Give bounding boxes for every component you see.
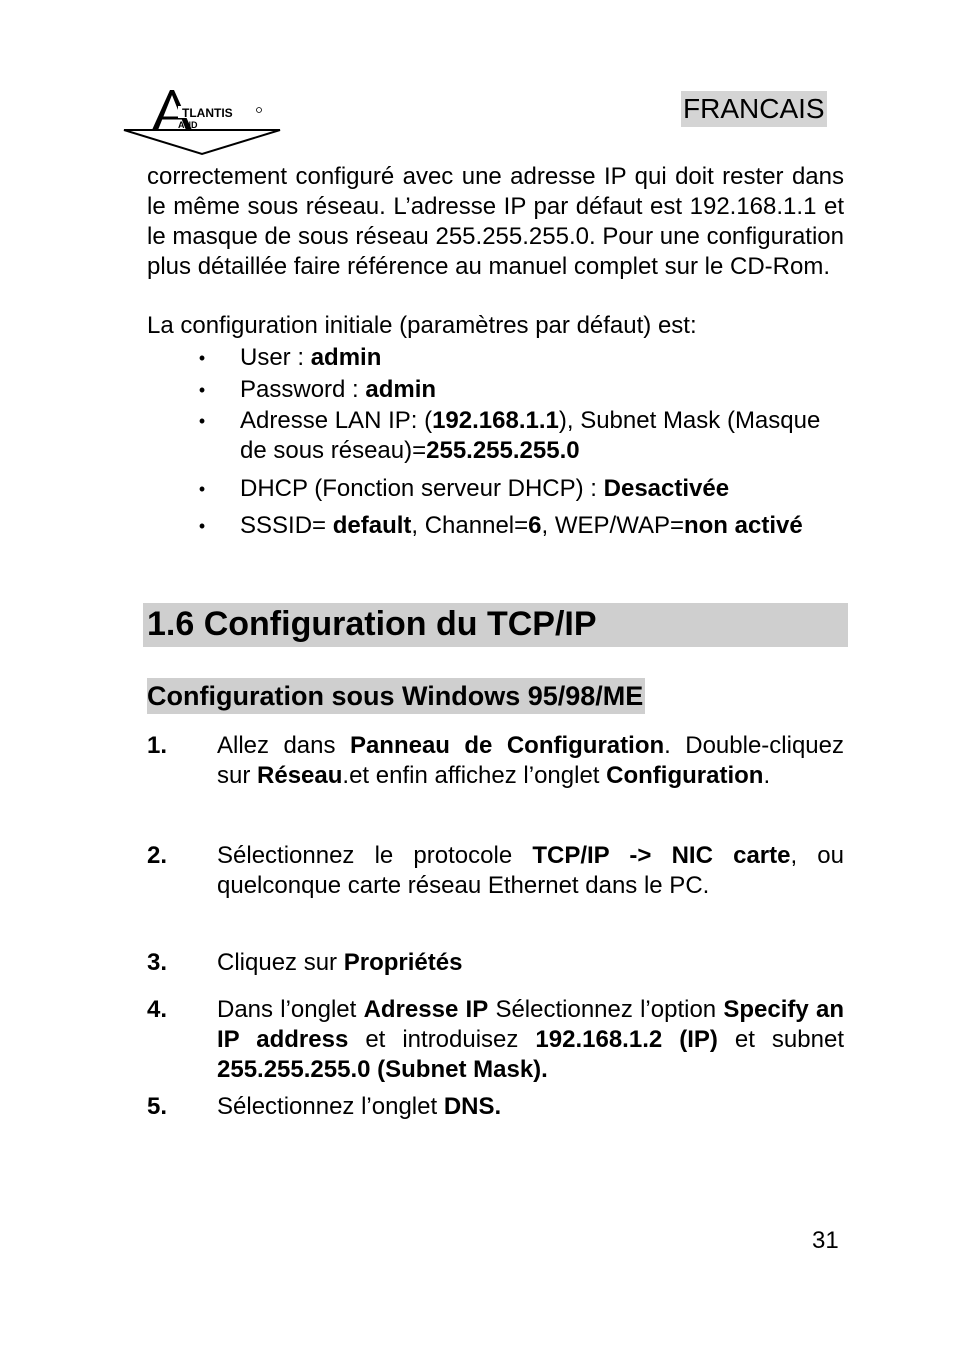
- text-run: Sélectionnez l’onglet: [217, 1093, 444, 1120]
- text-run: Password :: [240, 376, 366, 403]
- text-run: . Double-cliquez sur: [217, 732, 844, 789]
- section-title: 1.6 Configuration du TCP/IP: [147, 605, 597, 643]
- text-run: .: [763, 762, 771, 789]
- bold-text: non activé: [683, 512, 803, 539]
- text-run: et subnet: [717, 1026, 844, 1053]
- bullet-dot: •: [198, 411, 206, 431]
- svg-text:AND: AND: [178, 120, 198, 130]
- text-run: Sélectionnez le protocole: [217, 842, 533, 869]
- intro-paragraph: [147, 162, 844, 282]
- text-run: Cliquez sur: [217, 949, 344, 976]
- bullet-dot: •: [198, 380, 206, 400]
- language-label: FRANCAIS: [681, 91, 827, 127]
- bold-text: 192.168.1.2 (IP): [535, 1026, 718, 1053]
- text-run: .et enfin affichez l’onglet: [342, 762, 607, 789]
- step-text: [217, 1092, 844, 1122]
- bold-text: Specify an IP address: [217, 996, 845, 1053]
- step-text: [217, 731, 844, 791]
- step-number: 2.: [147, 842, 168, 869]
- text-run: DHCP (Fonction serveur DHCP) :: [240, 475, 604, 502]
- bullet-dot: •: [198, 348, 206, 368]
- step-number: 3.: [147, 949, 168, 976]
- step-number: 5.: [147, 1093, 168, 1120]
- list-item: [240, 375, 844, 405]
- defaults-line: La configuration initiale (paramètres par défaut) est:: [147, 312, 697, 339]
- text-run: SSSID=: [240, 512, 333, 539]
- step-text: [217, 841, 844, 901]
- bold-text: TCP/IP -> NIC carte: [532, 842, 791, 869]
- step-number: 4.: [147, 996, 168, 1023]
- text-run: et introduisez: [348, 1026, 536, 1053]
- list-item: [240, 406, 844, 466]
- bullet-dot: •: [198, 479, 206, 499]
- bold-text: 255.255.255.0: [426, 437, 580, 464]
- text-run: , ou quelconque carte réseau Ethernet dans le PC.: [217, 842, 844, 899]
- atlantis-logo: [122, 84, 282, 156]
- bold-text: Configuration: [606, 762, 764, 789]
- bold-text: 255.255.255.0 (Subnet Mask).: [217, 1056, 548, 1083]
- bold-text: Panneau de Configuration: [349, 732, 665, 759]
- step-text: [217, 948, 844, 978]
- page-number: 31: [812, 1227, 839, 1254]
- bold-text: Réseau: [257, 762, 343, 789]
- bold-text: Adresse IP: [363, 996, 489, 1023]
- bold-text: admin: [310, 344, 382, 371]
- list-item: [240, 474, 844, 504]
- text-run: Dans l’onglet: [217, 996, 364, 1023]
- bullet-dot: •: [198, 516, 206, 536]
- bold-text: 6: [528, 512, 542, 539]
- list-item: [240, 511, 844, 541]
- svg-text:TLANTIS: TLANTIS: [182, 106, 233, 120]
- bold-text: default: [332, 512, 412, 539]
- text-run: , WEP/WAP=: [541, 512, 684, 539]
- subsection-title: Configuration sous Windows 95/98/ME: [147, 678, 645, 714]
- text-run: Sélectionnez l’option: [488, 996, 724, 1023]
- bold-text: 192.168.1.1: [432, 407, 559, 434]
- text-run: , Channel=: [411, 512, 529, 539]
- step-number: 1.: [147, 732, 168, 759]
- text-run: Adresse LAN IP: (: [240, 407, 433, 434]
- bold-text: admin: [365, 376, 437, 403]
- step-text: [217, 995, 844, 1085]
- bold-text: Desactivée: [603, 475, 730, 502]
- text-run: Allez dans: [217, 732, 350, 759]
- text-run: ), Subnet Mask (Masque de sous réseau)=: [240, 407, 821, 464]
- bold-text: Propriétés: [343, 949, 463, 976]
- intro-text: correctement configuré avec une adresse IP qui doit rester dans le même sous réseau. L’adresse IP par défaut est 192.168.1.1 et le masque de sous réseau 255.255.255.0. Pour une configuration plus détaillée faire référence au manuel complet sur le CD-Rom.: [147, 163, 844, 280]
- text-run: User :: [240, 344, 311, 371]
- bold-text: DNS.: [443, 1093, 502, 1120]
- list-item: [240, 343, 844, 373]
